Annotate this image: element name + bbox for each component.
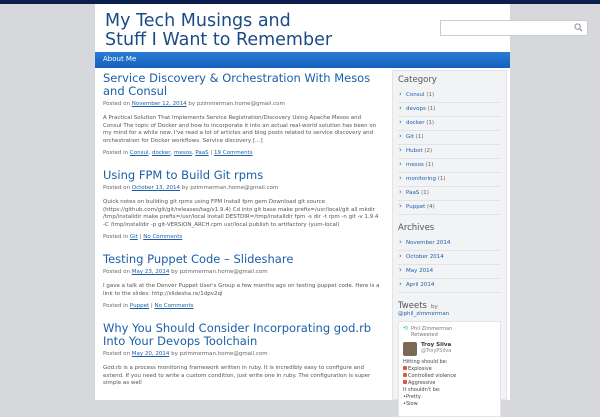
tweet-line: •Slow — [403, 401, 418, 407]
post-title[interactable]: Why You Should Consider Incorporating god.rb Into Your Devops Toolchain — [103, 321, 372, 348]
archives-list — [398, 237, 501, 293]
category-link[interactable]: Git — [406, 134, 414, 140]
post-footer: Posted in Consul, docker, mesos, PaaS | 19 Comments — [103, 150, 253, 156]
category-link[interactable]: Consul — [406, 92, 425, 98]
tweet-line: Controlled violence — [408, 373, 457, 379]
tweets-widget-header — [398, 301, 501, 311]
post-meta — [103, 185, 381, 192]
posted-on-label: Posted on — [103, 185, 130, 191]
nav-item-about-me[interactable]: About Me — [103, 55, 137, 63]
sidebar — [392, 70, 507, 407]
post-comments-link[interactable]: No Comments — [143, 234, 183, 240]
post-meta — [103, 101, 381, 108]
post-comments-link[interactable]: No Comments — [154, 303, 194, 309]
category-count: (2) — [424, 148, 433, 154]
site-title-line2[interactable]: Stuff I Want to Remember — [105, 30, 333, 50]
twitter-timeline — [398, 321, 501, 417]
archives-widget-title: Archives — [398, 223, 435, 233]
tweet-author-name[interactable]: Troy Silva — [421, 342, 452, 348]
category-count: (4) — [426, 204, 435, 210]
archive-link[interactable]: October 2014 — [406, 254, 444, 260]
category-item — [398, 117, 501, 131]
archive-link[interactable]: May 2014 — [406, 268, 434, 274]
category-item — [398, 131, 501, 145]
archive-item — [398, 265, 501, 279]
post-category-link[interactable]: docker — [151, 150, 171, 156]
posted-on-label: Posted on — [103, 351, 130, 357]
emoji-icon — [403, 373, 407, 377]
post-category-link[interactable]: PaaS — [195, 150, 209, 156]
post-meta — [103, 351, 381, 358]
post-excerpt: God.rb is a process monitoring framework written in ruby. It is incredibly easy to configure and extend. If you need to write a custom condition, just write one in ruby. The configuration is super simple as well — [103, 365, 371, 386]
post-category-link[interactable]: Puppet — [129, 303, 150, 309]
tweet-author — [403, 342, 496, 356]
site-header — [95, 4, 510, 52]
archive-item — [398, 251, 501, 265]
tweet-line-row — [403, 366, 496, 373]
main-nav — [95, 52, 510, 68]
category-item — [398, 145, 501, 159]
tweets-widget-title: Tweets — [398, 301, 427, 311]
site-title[interactable] — [105, 12, 332, 50]
post-footer: Posted in Puppet | No Comments — [103, 303, 194, 309]
archive-link[interactable]: November 2014 — [406, 240, 451, 246]
tweet-author-handle[interactable]: @TroyPSilva — [421, 348, 452, 354]
tweet-line: It shouldn't be: — [403, 387, 441, 393]
post — [103, 72, 381, 157]
post-title[interactable]: Using FPM to Build Git rpms — [103, 168, 264, 182]
twitter-handle-link[interactable]: @phil_zimmerman — [398, 311, 450, 317]
archive-item — [398, 279, 501, 293]
post-footer: Posted in Git | No Comments — [103, 234, 183, 240]
emoji-icon — [403, 380, 407, 384]
category-link[interactable]: mesos — [406, 162, 424, 168]
site-title-line1[interactable]: My Tech Musings and — [105, 11, 291, 31]
post-author: by pzimmerman.home@gmail.com — [181, 185, 279, 191]
retweeted-label: Retweeted — [411, 332, 438, 338]
post — [103, 169, 381, 241]
category-item — [398, 159, 501, 173]
retweet-info — [403, 326, 496, 338]
category-count: (1) — [437, 176, 446, 182]
tweet-line: Aggressive — [408, 380, 436, 386]
posted-in-label: Posted in — [103, 150, 129, 156]
tweet-line-row — [403, 380, 496, 387]
category-count: (1) — [426, 92, 435, 98]
post-category-link[interactable]: Consul — [129, 150, 149, 156]
category-list — [398, 89, 501, 215]
post-comments-link[interactable]: 19 Comments — [214, 150, 253, 156]
category-count: (1) — [421, 190, 429, 196]
category-item — [398, 173, 501, 187]
tweet-line: Explosive — [408, 366, 432, 372]
search-icon[interactable] — [574, 23, 583, 32]
posted-on-label: Posted on — [103, 269, 130, 275]
post-author: by pzimmerman.home@gmail.com — [171, 351, 268, 357]
category-item — [398, 103, 501, 117]
avatar[interactable] — [403, 342, 417, 356]
category-widget-title: Category — [398, 75, 437, 85]
post-date-link[interactable]: May 23, 2014 — [131, 269, 170, 275]
post — [103, 322, 381, 388]
tweet-line: •Pretty — [403, 394, 421, 400]
category-count: (1) — [415, 134, 424, 140]
search-input[interactable] — [440, 20, 588, 36]
post-title[interactable]: Testing Puppet Code – Slideshare — [103, 252, 294, 266]
archive-link[interactable]: April 2014 — [406, 282, 435, 288]
tweet-line-row — [403, 373, 496, 380]
category-count: (1) — [425, 162, 434, 168]
retweeter-name[interactable]: Phil Zimmerman — [411, 326, 453, 332]
category-count: (1) — [427, 106, 436, 112]
post-date-link[interactable]: November 12, 2014 — [131, 101, 187, 107]
posted-in-label: Posted in — [103, 234, 129, 240]
post-excerpt: Quick notes on building git rpms using FPM Install fpm gem Download git source (https://github.com/git/git/releases/tag/v1.9.4) Cd into git base make prefix=/usr/local/git all mkdir /tmp/installdir make prefix=/usr/local install DESTDIR=/tmp/installdir fpm -s dir -t rpm -n git -v 1.9.4 -C /tmp/installdir -p git-VERSION_ARCH.rpm usr/local publish to artifactory (yum-local) — [103, 199, 379, 228]
tweet-text — [403, 359, 496, 408]
category-link[interactable]: docker — [406, 120, 425, 126]
category-count: (1) — [426, 120, 435, 126]
post-author: by pzimmerman.home@gmail.com — [171, 269, 268, 275]
category-link[interactable]: monitoring — [406, 176, 437, 182]
tweets-by-label: by — [430, 304, 438, 310]
category-item — [398, 201, 501, 215]
post-category-link[interactable]: Git — [129, 234, 138, 240]
post-excerpt: A Practical Solution That Implements Service Registration/Discovery Using Apache Mesos and Consul The topic of Docker and how to incorporate it into an actual real-world solution has been on my mind for a while now. I've read a lot of articles and blog posts related to service discovery and orchestration for Docker workflows. Service discovery […] — [103, 115, 377, 144]
retweet-icon: ⟲ — [403, 325, 409, 332]
category-item — [398, 89, 501, 103]
post-excerpt: I gave a talk at the Denver Puppet User's Group a few months ago on testing puppet code. Here is a link to the slides: http://slidesha.re/1dpv2ql — [103, 283, 380, 297]
archive-item — [398, 237, 501, 251]
post-title[interactable]: Service Discovery & Orchestration With Mesos and Consul — [103, 71, 371, 98]
category-link[interactable]: Puppet — [406, 204, 426, 210]
post-meta — [103, 269, 381, 276]
category-link[interactable]: PaaS — [406, 190, 420, 196]
post-author: by pzimmerman.home@gmail.com — [188, 101, 285, 107]
emoji-icon — [403, 366, 407, 370]
post-date-link[interactable]: October 13, 2014 — [131, 185, 180, 191]
tweet-line: Hitting should be: — [403, 359, 448, 365]
post — [103, 253, 381, 310]
post-date-link[interactable]: May 20, 2014 — [131, 351, 170, 357]
category-item — [398, 187, 501, 201]
post-category-link[interactable]: mesos — [174, 150, 192, 156]
posted-in-label: Posted in — [103, 303, 129, 309]
category-link[interactable]: devops — [406, 106, 426, 112]
category-link[interactable]: Hubot — [406, 148, 423, 154]
posts-content — [95, 68, 389, 400]
posted-on-label: Posted on — [103, 101, 130, 107]
